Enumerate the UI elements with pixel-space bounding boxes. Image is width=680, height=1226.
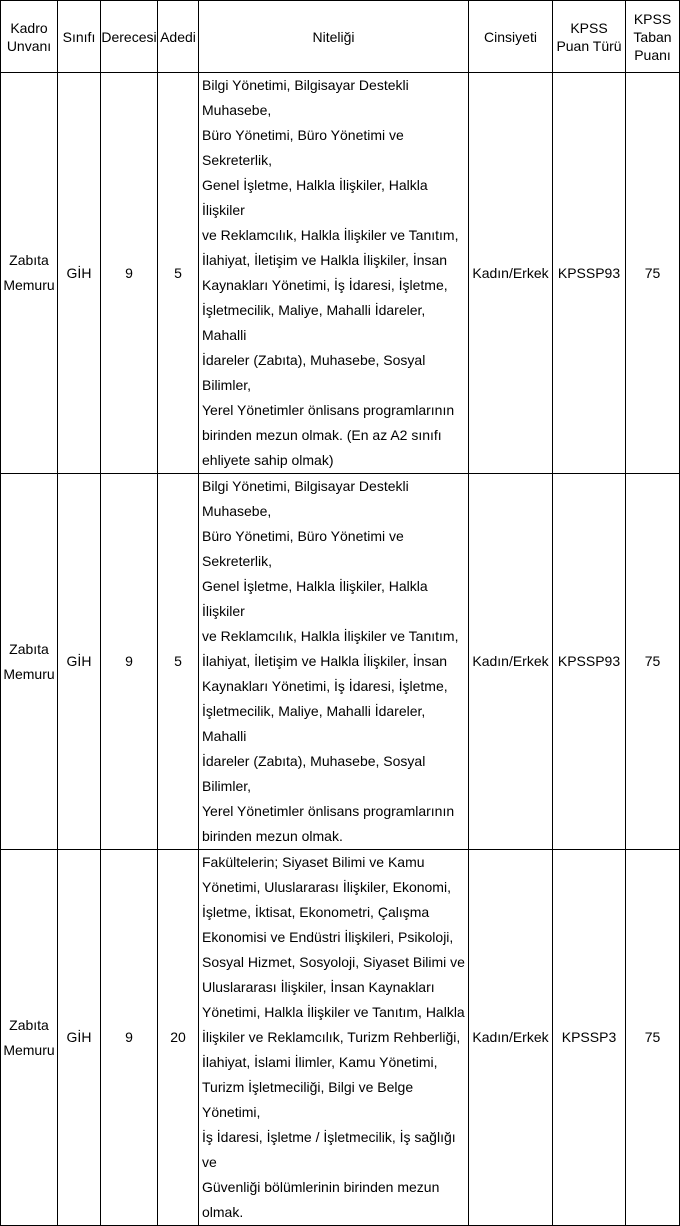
- cell-kpss-taban-puani: 75: [626, 474, 680, 850]
- header-row: [1, 1, 680, 73]
- table-row: [1, 73, 680, 474]
- cell-derecesi: 9: [101, 73, 158, 474]
- cell-kadro-unvani: Zabıta Memuru: [1, 850, 58, 1226]
- cell-sinifi: GİH: [58, 474, 101, 850]
- cell-sinifi: GİH: [58, 73, 101, 474]
- cell-kpss-taban-puani: 75: [626, 73, 680, 474]
- header-kpss-puan-turu: KPSS Puan Türü: [553, 1, 626, 73]
- header-kpss-taban-puani: KPSS Taban Puanı: [626, 1, 680, 73]
- cell-niteligi: Bilgi Yönetimi, Bilgisayar Destekli Muhasebe, Büro Yönetimi, Büro Yönetimi ve Sekreterlik, Genel İşletme, Halkla İlişkiler, Halkla İlişkiler ve Reklamcılık, Halkla İlişkiler ve Tanıtım, İlahiyat, İletişim ve Halkla İlişkiler, İnsan Kaynakları Yönetimi, İş İdaresi, İşletme, İşletmecilik, Maliye, Mahalli İdareler, Mahalli İdareler (Zabıta), Muhasebe, Sosyal Bilimler, Yerel Yönetimler önlisans programlarının birinden mezun olmak. (En az A2 sınıfı ehliyete sahip olmak): [199, 73, 469, 474]
- cell-kadro-unvani: Zabıta Memuru: [1, 73, 58, 474]
- cell-kadro-unvani: Zabıta Memuru: [1, 474, 58, 850]
- cell-cinsiyeti: Kadın/Erkek: [469, 474, 553, 850]
- cell-adedi: 20: [158, 850, 199, 1226]
- cell-derecesi: 9: [101, 850, 158, 1226]
- cell-cinsiyeti: Kadın/Erkek: [469, 73, 553, 474]
- cell-adedi: 5: [158, 73, 199, 474]
- header-kadro-unvani: Kadro Unvanı: [1, 1, 58, 73]
- table-row: [1, 850, 680, 1226]
- cell-sinifi: GİH: [58, 850, 101, 1226]
- header-derecesi: Derecesi: [101, 1, 158, 73]
- header-sinifi: Sınıfı: [58, 1, 101, 73]
- header-adedi: Adedi: [158, 1, 199, 73]
- cell-niteligi: Bilgi Yönetimi, Bilgisayar Destekli Muhasebe, Büro Yönetimi, Büro Yönetimi ve Sekreterlik, Genel İşletme, Halkla İlişkiler, Halkla İlişkiler ve Reklamcılık, Halkla İlişkiler ve Tanıtım, İlahiyat, İletişim ve Halkla İlişkiler, İnsan Kaynakları Yönetimi, İş İdaresi, İşletme, İşletmecilik, Maliye, Mahalli İdareler, Mahalli İdareler (Zabıta), Muhasebe, Sosyal Bilimler, Yerel Yönetimler önlisans programlarının birinden mezun olmak.: [199, 474, 469, 850]
- cell-niteligi: Fakültelerin; Siyaset Bilimi ve Kamu Yönetimi, Uluslararası İlişkiler, Ekonomi, İşletme, İktisat, Ekonometri, Çalışma Ekonomisi ve Endüstri İlişkileri, Psikoloji, Sosyal Hizmet, Sosyoloji, Siyaset Bilimi ve Uluslararası İlişkiler, İnsan Kaynakları Yönetimi, Halkla İlişkiler ve Tanıtım, Halkla İlişkiler ve Reklamcılık, Turizm Rehberliği, İlahiyat, İslami İlimler, Kamu Yönetimi, Turizm İşletmeciliği, Bilgi ve Belge Yönetimi, İş İdaresi, İşletme / İşletmecilik, İş sağlığı ve Güvenliği bölümlerinin birinden mezun olmak.: [199, 850, 469, 1226]
- cell-cinsiyeti: Kadın/Erkek: [469, 850, 553, 1226]
- cell-kpss-puan-turu: KPSSP93: [553, 474, 626, 850]
- cell-kpss-puan-turu: KPSSP93: [553, 73, 626, 474]
- header-cinsiyeti: Cinsiyeti: [469, 1, 553, 73]
- cell-derecesi: 9: [101, 474, 158, 850]
- cell-kpss-taban-puani: 75: [626, 850, 680, 1226]
- header-niteligi: Niteliği: [199, 1, 469, 73]
- cell-kpss-puan-turu: KPSSP3: [553, 850, 626, 1226]
- cell-adedi: 5: [158, 474, 199, 850]
- table-row: [1, 474, 680, 850]
